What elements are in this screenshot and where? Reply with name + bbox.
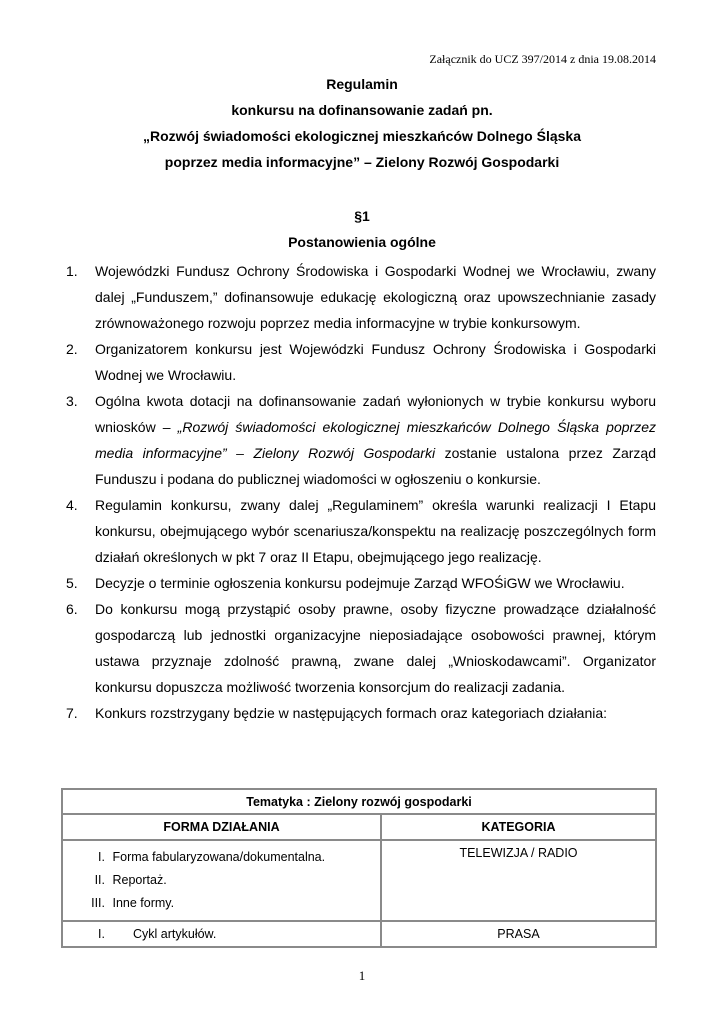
list-item bbox=[66, 570, 656, 596]
doc-title-line-4: poprzez media informacyjne” – Zielony Rozwój Gospodarki bbox=[164, 154, 560, 170]
page-number: 1 bbox=[358, 968, 366, 983]
list-item bbox=[66, 258, 656, 336]
category-cell: PRASA bbox=[381, 921, 656, 947]
list-item bbox=[66, 336, 656, 388]
form-numeral: III. bbox=[91, 896, 105, 910]
item-number: 2. bbox=[66, 341, 78, 357]
list-item bbox=[66, 492, 656, 570]
doc-title-line-1: Regulamin bbox=[326, 76, 398, 92]
form-item bbox=[91, 846, 374, 869]
item-number: 5. bbox=[66, 575, 78, 591]
provisions-list bbox=[66, 258, 656, 726]
section-title: Postanowienia ogólne bbox=[288, 234, 436, 250]
item-text-after: zostanie ustalona przez Zarząd Funduszu i podana do publicznej wiadomości w ogłoszeniu o konkursie. bbox=[95, 445, 656, 487]
annex-note: Załącznik do UCZ 397/2014 z dnia 19.08.2014 bbox=[429, 52, 656, 66]
list-item bbox=[66, 596, 656, 700]
form-item bbox=[91, 892, 374, 915]
item-text-before: Ogólna kwota dotacji na dofinansowanie zadań wyłonionych w trybie konkursu wyboru wniosków – bbox=[95, 393, 656, 435]
form-label: Inne formy. bbox=[112, 896, 175, 910]
item-number: 3. bbox=[66, 393, 78, 409]
form-numeral: II. bbox=[94, 873, 105, 887]
form-item bbox=[91, 927, 374, 941]
form-item bbox=[91, 869, 374, 892]
category-cell: TELEWIZJA / RADIO bbox=[381, 840, 656, 921]
form-label: Forma fabularyzowana/dokumentalna. bbox=[112, 850, 326, 864]
forms-cell bbox=[62, 921, 381, 947]
item-number: 7. bbox=[66, 705, 78, 721]
item-text-italic: „Rozwój świadomości ekologicznej mieszkańców Dolnego Śląska poprzez media informacyjne” – Zielony Rozwój Gospodarki bbox=[95, 419, 656, 461]
item-text: Wojewódzki Fundusz Ochrony Środowiska i Gospodarki Wodnej we Wrocławiu, zwany dalej „Funduszem,” dofinansowuje edukację ekologiczną oraz upowszechnianie zasady zrównoważonego rozwoju poprzez media informacyjne w trybie konkursowym. bbox=[95, 263, 656, 331]
doc-title-line-3: „Rozwój świadomości ekologicznej mieszkańców Dolnego Śląska bbox=[142, 128, 581, 144]
categories-table bbox=[61, 788, 657, 948]
list-item bbox=[66, 700, 656, 726]
item-text: Do konkursu mogą przystąpić osoby prawne, osoby fizyczne prowadzące działalność gospodarczą lub jednostki organizacyjne nieposiadające osobowości prawnej, którym ustawa przyznaje zdolność prawną, zwane dalej „Wnioskodawcami”. Organizator konkursu dopuszcza możliwość tworzenia konsorcjum do realizacji zadania. bbox=[95, 601, 656, 695]
item-number: 4. bbox=[66, 497, 78, 513]
item-number: 1. bbox=[66, 263, 78, 279]
item-text: Decyzje o terminie ogłoszenia konkursu podejmuje Zarząd WFOŚiGW we Wrocławiu. bbox=[95, 575, 625, 591]
table-row bbox=[62, 921, 656, 947]
table-caption: Tematyka : Zielony rozwój gospodarki bbox=[62, 789, 656, 814]
item-number: 6. bbox=[66, 601, 78, 617]
item-text: Regulamin konkursu, zwany dalej „Regulaminem” określa warunki realizacji I Etapu konkursu, obejmującego wybór scenariusza/konspektu na realizację poszczególnych form działań określonych w pkt 7 oraz II Etapu, obejmującego jego realizację. bbox=[95, 497, 656, 565]
form-label: Cykl artykułów. bbox=[133, 927, 217, 941]
section-number: §1 bbox=[354, 208, 370, 224]
table-row bbox=[62, 840, 656, 921]
form-numeral: I. bbox=[98, 927, 105, 941]
form-label: Reportaż. bbox=[112, 873, 167, 887]
form-numeral: I. bbox=[98, 850, 105, 864]
forms-cell bbox=[62, 840, 381, 921]
list-item bbox=[66, 388, 656, 492]
doc-title-line-2: konkursu na dofinansowanie zadań pn. bbox=[231, 102, 493, 118]
column-header-form: FORMA DZIAŁANIA bbox=[62, 814, 381, 840]
item-text: Organizatorem konkursu jest Wojewódzki Fundusz Ochrony Środowiska i Gospodarki Wodnej we Wrocławiu. bbox=[95, 341, 656, 383]
item-text: Konkurs rozstrzygany będzie w następujących formach oraz kategoriach działania: bbox=[95, 705, 608, 721]
column-header-category: KATEGORIA bbox=[381, 814, 656, 840]
